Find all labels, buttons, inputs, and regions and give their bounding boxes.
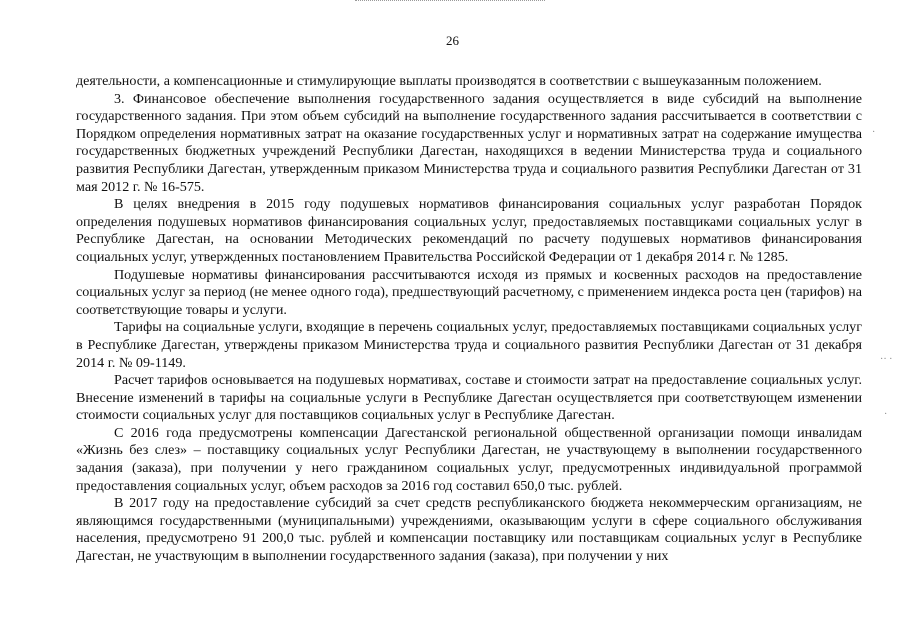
paragraph-compensation-2016: С 2016 года предусмотрены компенсации Дагестанской региональной общественной организации помощи инвалидам «Жизнь без слез» – поставщику социальных услуг Республики Дагестан, не участвующему в выполнении государственного задания (заказа), при получении у него гражданином социальных услуг, предусмотренных индивидуальной программой предоставления социальных услуг, объем расходов за 2016 год составил 650,0 тыс. рублей. [76,424,862,494]
paragraph-per-capita-order: В целях внедрения в 2015 году подушевых нормативов финансирования социальных услуг разработан Порядок определения подушевых нормативов финансирования социальных услуг, предоставляемых поставщиками социальных услуг в Республике Дагестан, на основании Методических рекомендаций по расчету подушевых нормативов финансирования социальных услуг, утвержденных постановлением Правительства Российской Федерации от 1 декабря 2014 г. № 1285. [76,196,862,265]
scan-edge-artifact [355,0,545,3]
body-text [76,73,862,566]
paragraph-tariffs: Тарифы на социальные услуги, входящие в перечень социальных услуг, предоставляемых поставщиками социальных услуг в Республике Дагестан, утверждены приказом Министерства труда и социального развития Республики Дагестан от 31 декабря 2014 г. № 09-1149. [76,319,862,371]
page-number: 26 [446,33,459,48]
paragraph-continuation: деятельности, а компенсационные и стимулирующие выплаты производятся в соответствии с вышеуказанным положением. [76,73,822,89]
paragraph-financing: 3. Финансовое обеспечение выполнения государственного задания осуществляется в виде субсидий на выполнение государственного задания. При этом объем субсидий на выполнение государственного задания рассчитывается в соответствии с Порядком определения нормативных затрат на оказание государственных услуг и нормативных затрат на содержание имущества государственных бюджетных учреждений Республики Дагестан, находящихся в ведении Министерства труда и социального развития Республики Дагестан, утвержденным приказом Министерства труда и социального развития Республики Дагестан от 31 мая 2012 г. № 16-575. [76,90,862,195]
paragraph-tariff-calculation: Расчет тарифов основывается на подушевых нормативах, составе и стоимости затрат на предоставление социальных услуг. Внесение изменений в тарифы на социальные услуги в Республике Дагестан осуществляется при соответствующем изменении стоимости социальных услуг для поставщиков социальных услуг в Республике Дагестан. [76,372,862,424]
scan-speck: ·· · [880,354,893,365]
paragraph-subsidies-2017: В 2017 году на предоставление субсидий за счет средств республиканского бюджета некоммерческим организациям, не являющимся государственными (муниципальными) учреждениями, оказывающим услуги в сфере социального обслуживания населения, предусмотрено 91 200,0 тыс. рублей и компенсации поставщику или поставщикам социальных услуг в Республике Дагестан, не участвующим в выполнении государственного задания (заказа), при получении у них [76,495,862,565]
paragraph-per-capita-calculation: Подушевые нормативы финансирования рассчитываются исходя из прямых и косвенных расходов на предоставление социальных услуг за период (не менее одного года), предшествующий расчетному, с применением индекса роста цен (тарифов) на соответствующие товары и услуги. [76,266,862,318]
scan-speck: · [884,409,888,420]
scan-speck: · [872,127,876,138]
